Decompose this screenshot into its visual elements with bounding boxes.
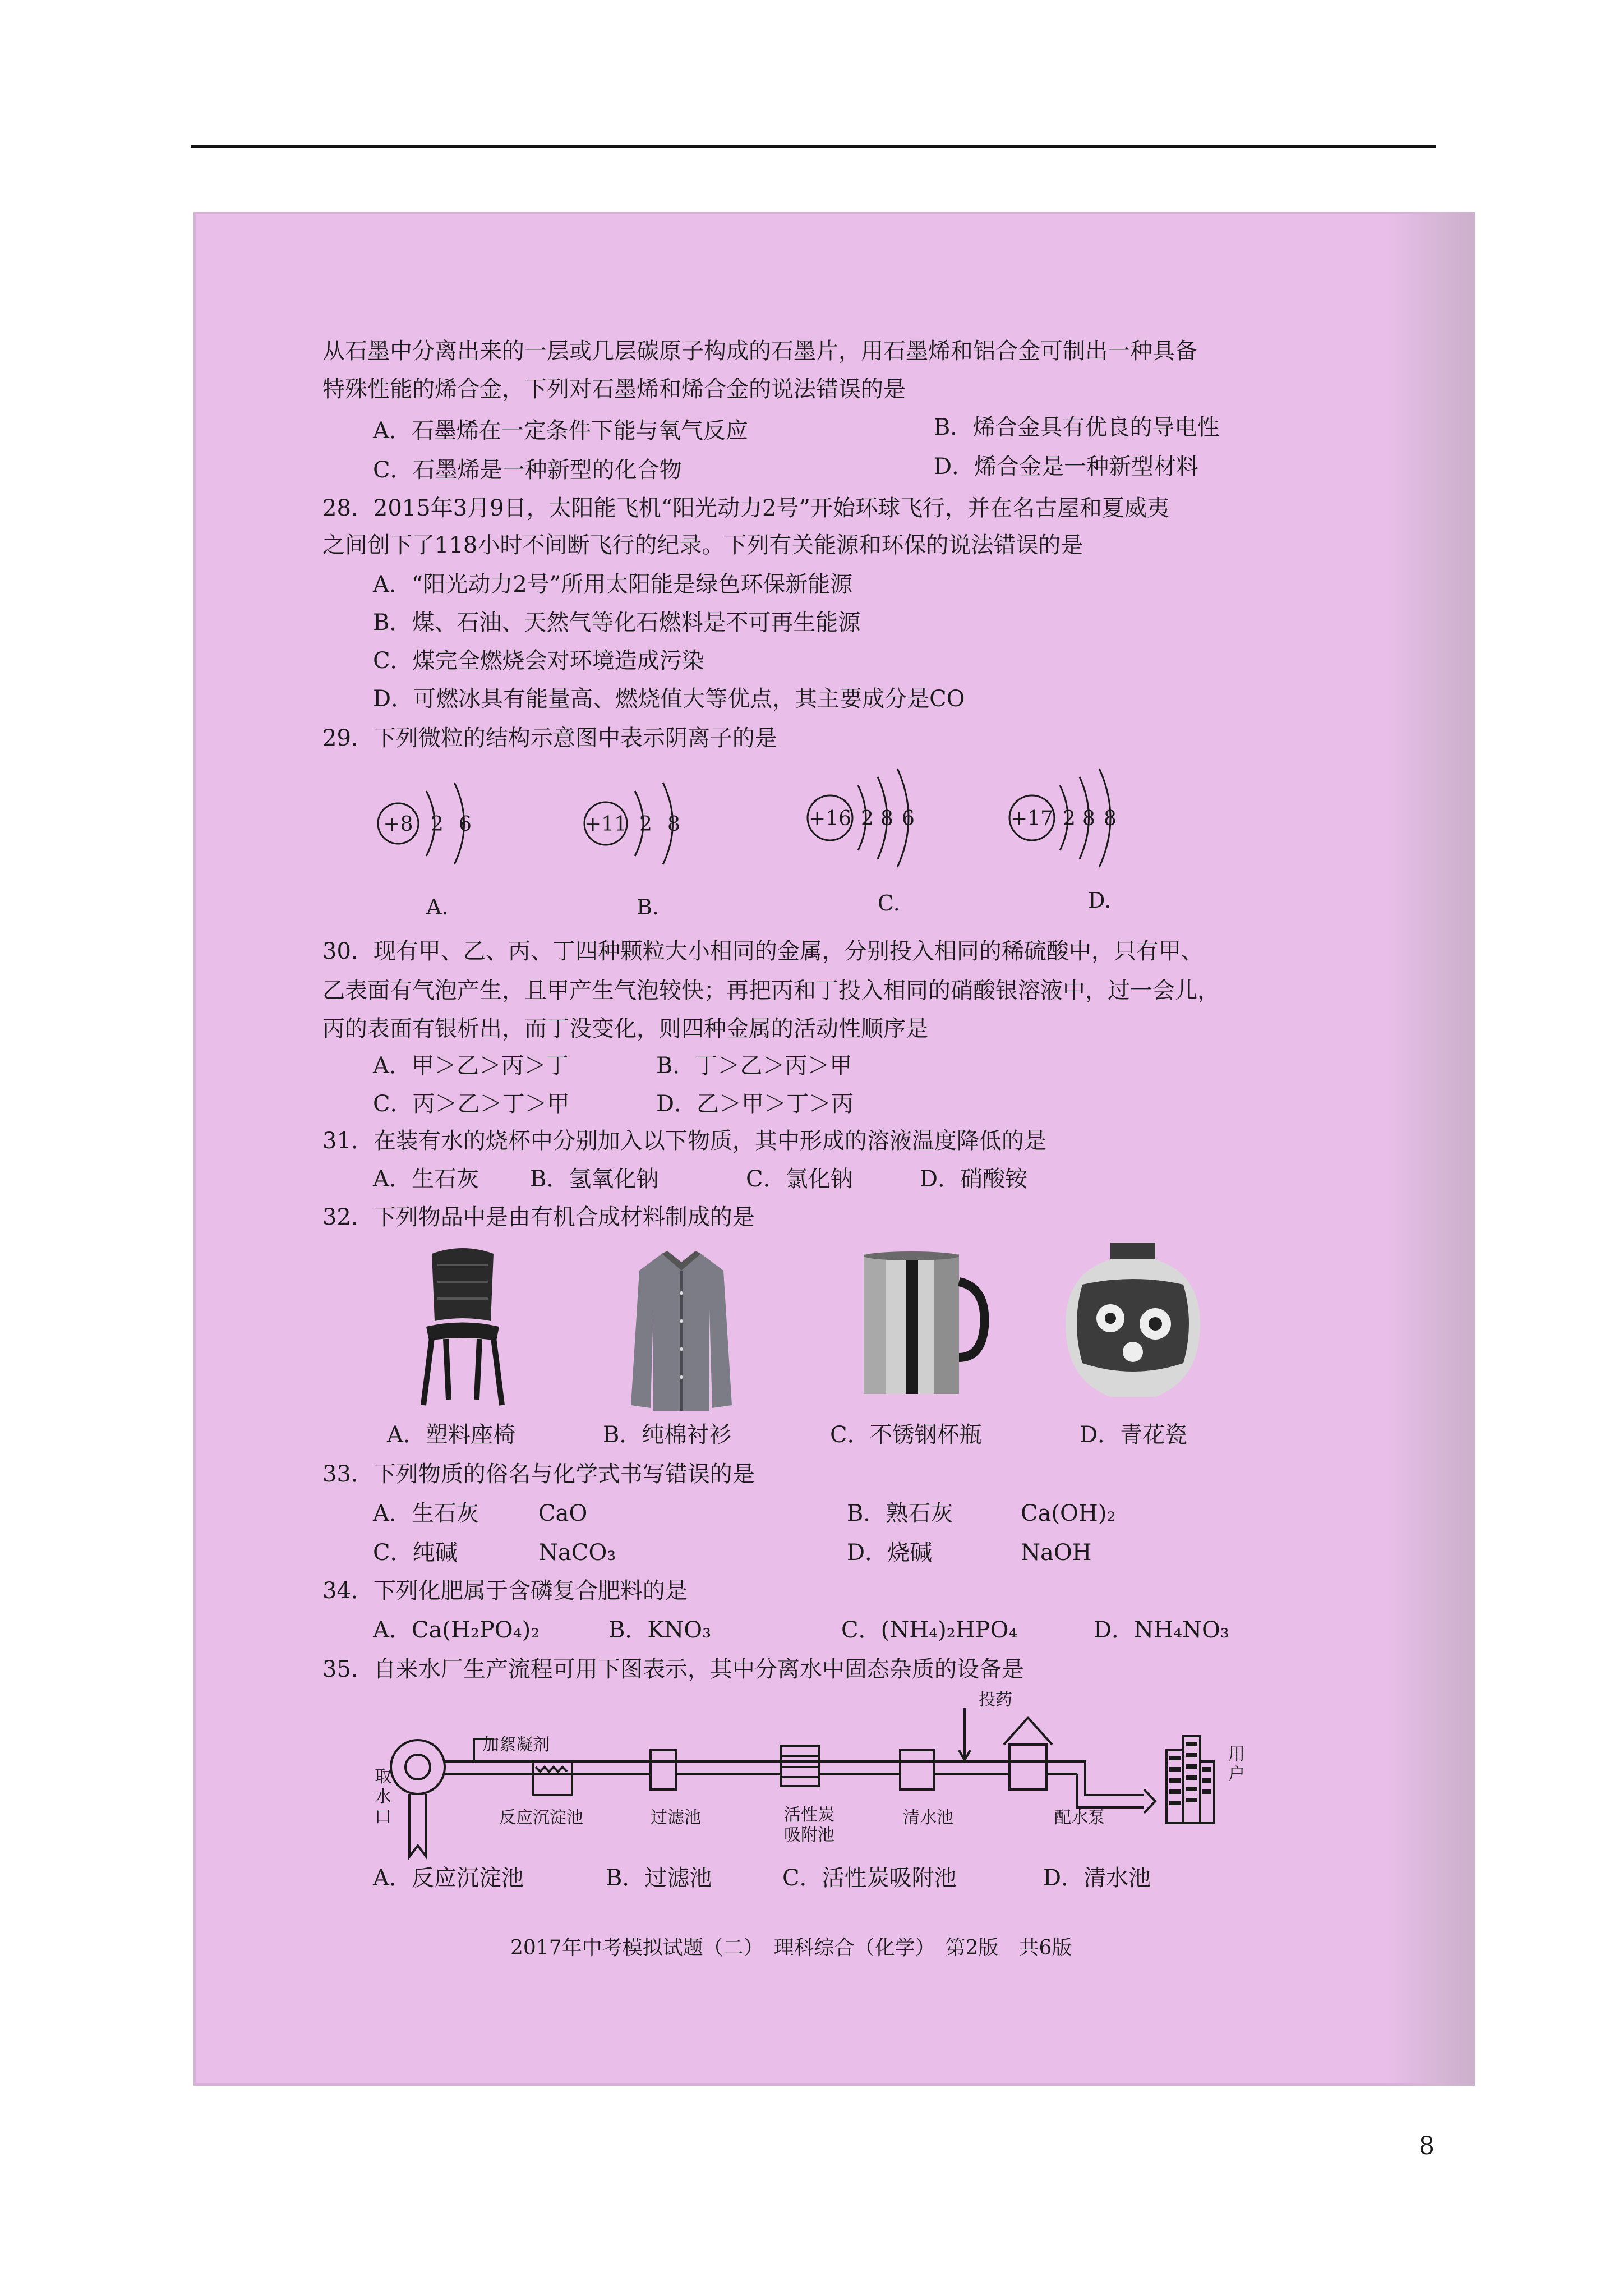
q34-option-c: C．(NH₄)₂HPO₄ [841,1617,1018,1643]
atomic-structure-diagrams [359,752,1200,920]
diagram-c-shell-2: 8 [880,807,893,830]
diagram-d-shell-2: 8 [1082,807,1095,830]
intro-line-2: 特殊性能的烯合金，下列对石墨烯和烯合金的说法错误的是 [322,376,906,402]
q35-option-c: C．活性炭吸附池 [782,1865,957,1891]
diagram-a-nucleus: +8 [383,813,413,836]
q34-option-a: A．Ca(H₂PO₄)₂ [373,1617,540,1643]
q33-option-c-name: C．纯碱 [373,1540,458,1566]
q34-option-d: D．NH₄NO₃ [1094,1617,1229,1643]
q33-option-d-name: D．烧碱 [847,1540,933,1566]
header-rule [191,145,1436,148]
diagram-d-shell-3: 8 [1104,807,1117,830]
q32-option-a: A．塑料座椅 [387,1422,515,1448]
q33-stem: 33．下列物质的俗名与化学式书写错误的是 [322,1461,755,1487]
diagram-a-label: A. [426,895,449,919]
diagram-a-shell-2: 6 [459,813,472,836]
q31-stem: 31．在装有水的烧杯中分别加入以下物质，其中形成的溶液温度降低的是 [322,1128,1046,1154]
diagram-d-label: D. [1088,888,1112,913]
intro-option-d: D．烯合金是一种新型材料 [934,454,1199,480]
q30-line-1: 30．现有甲、乙、丙、丁四种颗粒大小相同的金属，分别投入相同的稀硫酸中，只有甲、 [322,938,1204,964]
intro-option-c: C．石墨烯是一种新型的化合物 [373,457,682,483]
q30-line-2: 乙表面有气泡产生，且甲产生气泡较快；再把丙和丁投入相同的硝酸银溶液中，过一会儿， [322,978,1220,1004]
diagram-c-nucleus: +16 [809,807,851,830]
diagram-c-shell-1: 2 [861,807,874,830]
stainless-steel-cup-image [855,1248,990,1400]
diagram-d-nucleus: +17 [1011,807,1053,830]
q35-stem: 35．自来水厂生产流程可用下图表示，其中分离水中固态杂质的设备是 [322,1657,1024,1682]
flow-label-carbon-2: 吸附池 [784,1825,834,1845]
q30-option-a: A．甲＞乙＞丙＞丁 [373,1053,569,1079]
q31-option-d: D．硝酸铵 [920,1166,1028,1192]
diagram-b-shell-1: 2 [639,813,652,836]
blue-white-porcelain-image [1060,1240,1206,1402]
flow-label-clear-tank: 清水池 [903,1808,953,1828]
q31-option-b: B．氢氧化钠 [530,1166,659,1192]
q35-option-b: B．过滤池 [606,1865,712,1891]
q29-stem: 29．下列微粒的结构示意图中表示阴离子的是 [322,725,777,751]
diagram-c [808,769,915,915]
q28-option-c: C．煤完全燃烧会对环境造成污染 [373,648,704,674]
diagram-b-shell-2: 8 [667,813,680,836]
flow-label-pump: 配水泵 [1054,1808,1105,1828]
intro-line-1: 从石墨中分离出来的一层或几层碳原子构成的石墨片，用石墨烯和铝合金可制出一种具备 [322,338,1197,364]
water-treatment-flow-diagram [370,1683,1312,1874]
flow-label-filter: 过滤池 [651,1808,701,1828]
q30-option-b: B．丁＞乙＞丙＞甲 [656,1053,852,1079]
q31-option-c: C．氯化钠 [746,1166,853,1192]
flow-label-coagulant: 加絮凝剂 [482,1735,550,1755]
flow-label-carbon-1: 活性炭 [784,1805,834,1825]
q35-option-d: D．清水池 [1043,1865,1151,1891]
intro-option-a: A．石墨烯在一定条件下能与氧气反应 [373,418,748,444]
diagram-b [584,783,680,919]
q33-option-b-formula: Ca(OH)₂ [1021,1501,1116,1526]
q32-option-c: C．不锈钢杯瓶 [830,1422,982,1448]
q32-stem: 32．下列物品中是由有机合成材料制成的是 [322,1204,755,1230]
q33-option-c-formula: NaCO₃ [538,1540,616,1566]
q28-option-b: B．煤、石油、天然气等化石燃料是不可再生能源 [373,610,861,636]
q30-option-c: C．丙＞乙＞丁＞甲 [373,1091,570,1117]
q28-option-a: A．“阳光动力2号”所用太阳能是绿色环保新能源 [373,572,853,597]
diagram-c-label: C. [878,891,900,915]
diagram-d [1009,769,1117,913]
flow-label-user: 用户 [1228,1745,1245,1784]
q34-option-b: B．KNO₃ [608,1617,712,1643]
q33-option-a-formula: CaO [538,1501,588,1526]
q31-option-a: A．生石灰 [373,1166,479,1192]
q30-option-d: D．乙＞甲＞丁＞丙 [656,1091,854,1117]
q33-option-a-name: A．生石灰 [373,1501,479,1526]
q33-option-d-formula: NaOH [1021,1540,1092,1566]
q32-option-d: D．青花瓷 [1080,1422,1188,1448]
q35-option-a: A．反应沉淀池 [373,1865,524,1891]
flow-label-reaction-tank: 反应沉淀池 [499,1808,583,1828]
scan-shadow [1385,212,1475,2086]
flow-label-intake: 取水口 [375,1767,391,1827]
plastic-chair-image [415,1243,510,1411]
diagram-a [378,783,472,919]
diagram-d-shell-1: 2 [1063,807,1076,830]
q28-option-d: D．可燃冰具有能量高、燃烧值大等优点，其主要成分是CO [373,686,965,712]
q34-stem: 34．下列化肥属于含磷复合肥料的是 [322,1578,688,1604]
flow-label-dosing: 投药 [979,1690,1012,1710]
q28-line-1: 28．2015年3月9日，太阳能飞机“阳光动力2号”开始环球飞行，并在名古屋和夏威夷 [322,495,1169,521]
exam-footer: 2017年中考模拟试题（二） 理科综合（化学） 第2版 共6版 [510,1936,1072,1959]
diagram-b-label: B. [637,895,660,919]
diagram-a-shell-1: 2 [431,813,444,836]
cotton-shirt-image [628,1248,735,1416]
diagram-b-nucleus: +11 [584,813,627,836]
diagram-c-shell-3: 6 [902,807,915,830]
q33-option-b-name: B．熟石灰 [847,1501,953,1526]
page-number: 8 [1419,2132,1435,2160]
q32-option-b: B．纯棉衬衫 [603,1422,732,1448]
intro-option-b: B．烯合金具有优良的导电性 [934,415,1220,440]
q30-line-3: 丙的表面有银析出，而丁没变化，则四种金属的活动性顺序是 [322,1016,928,1042]
q28-line-2: 之间创下了118小时不间断飞行的纪录。下列有关能源和环保的说法错误的是 [322,532,1083,558]
